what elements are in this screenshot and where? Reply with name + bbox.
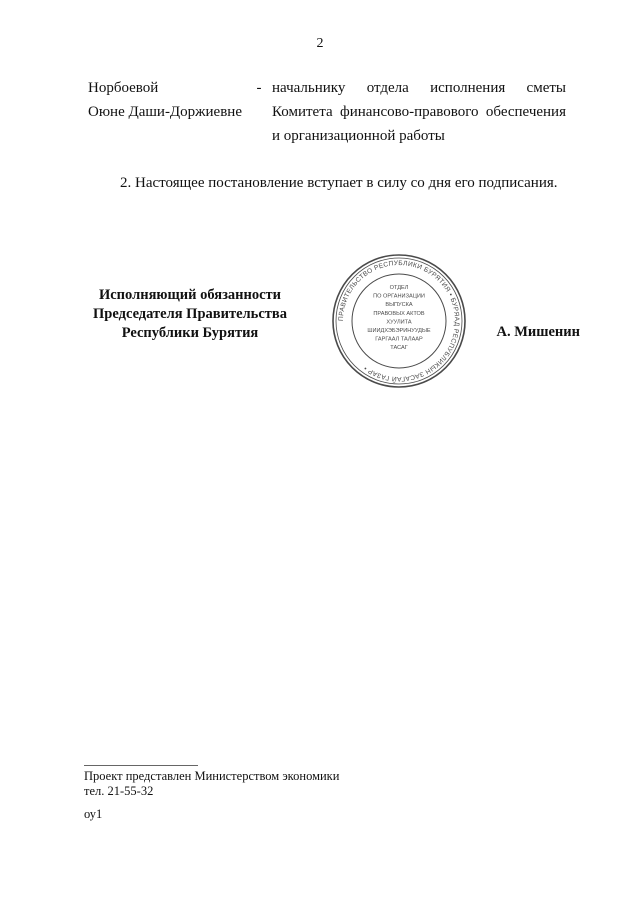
appointee-name: Норбоевой Оюне Даши-Доржиевне [88,80,242,120]
footer-note [84,769,339,799]
page-number: 2 [316,36,324,51]
seal-inner-line: ХУУЛИТА [386,319,412,326]
signatory-title: Исполняющий обязанности Председателя Правительства Республики Бурятия [93,287,287,341]
appointee-position: начальнику отдела исполнения сметы Комитета финансово-правового обеспечения и организационной работы [272,80,566,144]
official-seal [331,253,467,389]
seal-inner-line: ВЫПУСКА [385,302,413,309]
footer-line-ministry: Проект представлен Министерством экономики [84,769,340,783]
seal-inner-line: ТАСАГ [390,345,408,352]
footer-divider [84,765,198,766]
seal-ring-text: ПРАВИТЕЛЬСТВО РЕСПУБЛИКИ БУРЯТИЯ • БУРЯАД РЕСПУБЛИКЫН ЗАСАГАЙ ГАЗАР • [337,259,461,383]
footer-code: оу1 [84,807,103,821]
seal-inner-line: ГАРГААЛ ТАЛААР [375,336,423,343]
appointee-dash: - [256,80,262,96]
seal-inner-line: ПО ОРГАНИЗАЦИИ [373,293,425,300]
seal-inner-text [367,285,431,351]
clause-effective-date: 2. Настоящее постановление вступает в силу со дня его подписания. [120,175,558,191]
seal-inner-line: ШИИДХЭБЭРИНУУДЫЕ [367,328,431,334]
seal-inner-line: ОТДЕЛ [389,285,409,291]
footer-line-phone: тел. 21-55-32 [84,784,154,798]
seal-inner-line: ПРАВОВЫХ АКТОВ [373,310,425,317]
signer-name: А. Мишенин [496,324,580,340]
